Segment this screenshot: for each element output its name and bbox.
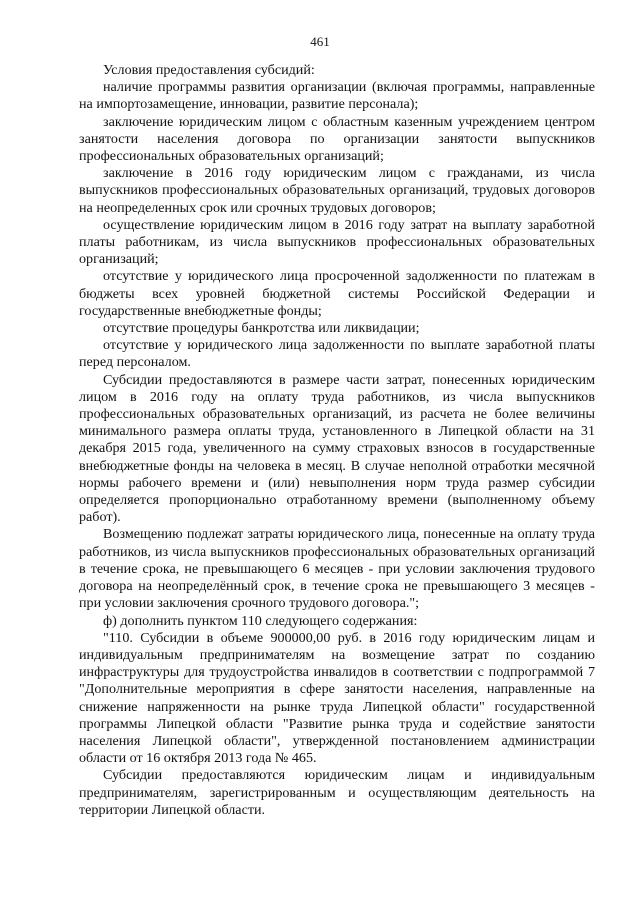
paragraph-reimbursement: Возмещению подлежат затраты юридического лица, понесенные на оплату труда работников, из числа выпускников профессиональных образовательных организаций в течение срока, не превышающего 6 месяцев - при условии заключения трудового договора на неопределённый срок, в течение срока не превышающего 3 месяцев - при условии заключения срочного трудового договора."; <box>79 526 595 612</box>
page-number: 461 <box>310 34 330 49</box>
paragraph-salary-costs: осуществление юридическим лицом в 2016 году затрат на выплату заработной платы работникам, из числа выпускников профессиональных образовательных организаций; <box>79 216 595 268</box>
paragraph-development-program: наличие программы развития организации (включая программы, направленные на импортозамещение, инновации, развитие персонала); <box>79 79 595 113</box>
paragraph-subsidy-recipients: Субсидии предоставляются юридическим лицам и индивидуальным предпринимателям, зарегистрированным и осуществляющим деятельность на территории Липецкой области. <box>79 767 595 818</box>
paragraph-labor-contracts: заключение в 2016 году юридическим лицом с гражданами, из числа выпускников профессиональных образовательных организаций, трудовых договоров на неопределенных срок или срочных трудовых договоров; <box>79 165 595 216</box>
document-body <box>79 62 595 819</box>
paragraph-employment-contract-center: заключение юридическим лицом с областным казенным учреждением центром занятости населения договора по организации занятости выпускников профессиональных образовательных организаций; <box>79 113 595 165</box>
paragraph-no-bankruptcy: отсутствие процедуры банкротства или ликвидации; <box>103 320 420 337</box>
paragraph-subsidy-amount: Субсидии предоставляются в размере части затрат, понесенных юридическим лицом в 2016 году на оплату труда работников, из числа выпускников профессиональных образовательных организаций, из расчета не более величины минимального размера оплаты труда, установленного в Липецкой области на 31 декабря 2015 года, увеличенного на сумму страховых взносов в государственные внебюджетные фонды на человека в месяц. В случае неполной отработки месячной нормы рабочего времени и (или) невыполнения норм труда размер субсидии определяется пропорционально отработанному времени (выполненному объему работ). <box>79 371 595 526</box>
paragraph-no-salary-debt: отсутствие у юридического лица задолженности по выплате заработной платы перед персоналом. <box>79 337 595 371</box>
paragraph-point-110: "110. Субсидии в объеме 900000,00 руб. в 2016 году юридическим лицам и индивидуальным предпринимателям на возмещение затрат по созданию инфраструктуры для трудоустройства инвалидов в соответствии с подпрограммой 7 "Дополнительные мероприятия в сфере занятости населения, направленные на снижение напряженности на рынке труда Липецкой области" государственной программы Липецкой области "Развитие рынка труда и содействие занятости населения Липецкой области", утвержденной постановлением администрации области от 16 октября 2013 года № 465. <box>79 629 595 767</box>
paragraph-no-overdue-debt: отсутствие у юридического лица просроченной задолженности по платежам в бюджеты всех уровней бюджетной системы Российской Федерации и государственные внебюджетные фонды; <box>79 268 595 319</box>
paragraph-conditions-heading: Условия предоставления субсидий: <box>103 62 315 78</box>
paragraph-add-point-110: ф) дополнить пунктом 110 следующего содержания: <box>103 612 418 629</box>
